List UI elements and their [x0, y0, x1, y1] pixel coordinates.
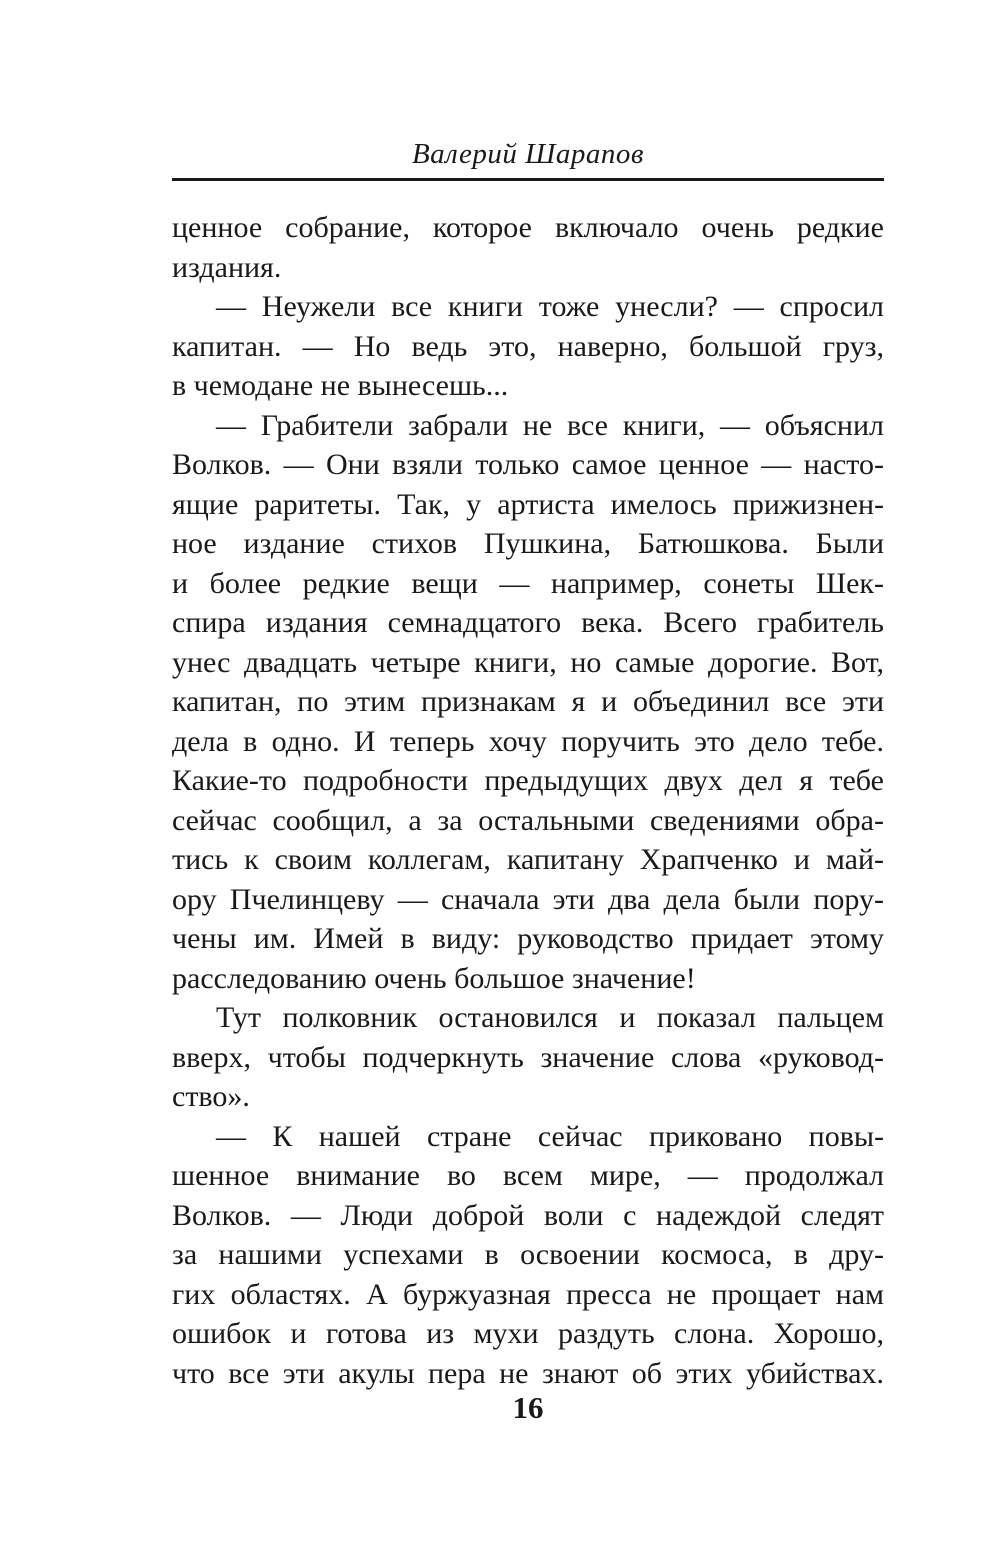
text-line: шенное внимание во всем мире, — продолжал [172, 1159, 884, 1192]
text-line: Какие-то подробности предыдущих двух дел я тебе [172, 764, 884, 797]
text-line: ценное собрание, которое включало очень редкие [172, 211, 884, 244]
text-line: ящие раритеты. Так, у артиста имелось прижизнен- [172, 487, 884, 521]
text-line: ство». [172, 1080, 250, 1113]
text-line: и более редкие вещи — например, сонеты Шек- [172, 566, 884, 600]
body-text [172, 208, 884, 1393]
text-line: тись к своим коллегам, капитану Храпченко и май- [172, 843, 884, 876]
text-line: в чемодане не вынесешь... [172, 369, 509, 402]
text-line: Тут полковник остановился и показал пальцем [216, 1001, 884, 1034]
text-line: расследованию очень большое значение! [172, 961, 696, 995]
text-line: за нашими успехами в освоении космоса, в дру- [172, 1238, 884, 1271]
text-line: ору Пчелинцеву — сначала эти два дела были пору- [172, 882, 884, 916]
text-line: унес двадцать четыре книги, но самые дорогие. Вот, [172, 645, 884, 679]
text-line: что все эти акулы пера не знают об этих убийствах. [172, 1356, 884, 1390]
text-line: издания. [172, 250, 282, 284]
text-line: ошибок и готова из мухи раздуть слона. Хорошо, [172, 1317, 884, 1350]
text-line: вверх, чтобы подчеркнуть значение слова «руковод- [172, 1040, 884, 1074]
text-line: дела в одно. И теперь хочу поручить это дело тебе. [172, 724, 884, 758]
text-line: ное издание стихов Пушкина, Батюшкова. Были [172, 527, 884, 560]
running-head-author: Валерий Шарапов [411, 138, 645, 170]
text-line: капитан, по этим признакам я и объединил все эти [172, 685, 884, 718]
page-number: 16 [512, 1390, 544, 1425]
text-line: Волков. — Люди доброй воли с надеждой следят [172, 1198, 884, 1232]
text-line: спира издания семнадцатого века. Всего грабитель [172, 606, 884, 639]
header-rule [172, 178, 884, 181]
text-line: — К нашей стране сейчас приковано повы- [216, 1119, 884, 1153]
text-line: сейчас сообщил, а за остальными сведениями обра- [172, 803, 884, 837]
text-line: — Неужели все книги тоже унесли? — спросил [216, 290, 884, 323]
text-line: гих областях. А буржуазная пресса не прощает нам [172, 1277, 884, 1311]
text-line: капитан. — Но ведь это, наверно, большой груз, [172, 329, 884, 363]
text-line: Волков. — Они взяли только самое ценное — насто- [172, 448, 884, 481]
text-line: — Грабители забрали не все книги, — объяснил [216, 408, 884, 442]
text-line: чены им. Имей в виду: руководство придает этому [172, 922, 884, 955]
